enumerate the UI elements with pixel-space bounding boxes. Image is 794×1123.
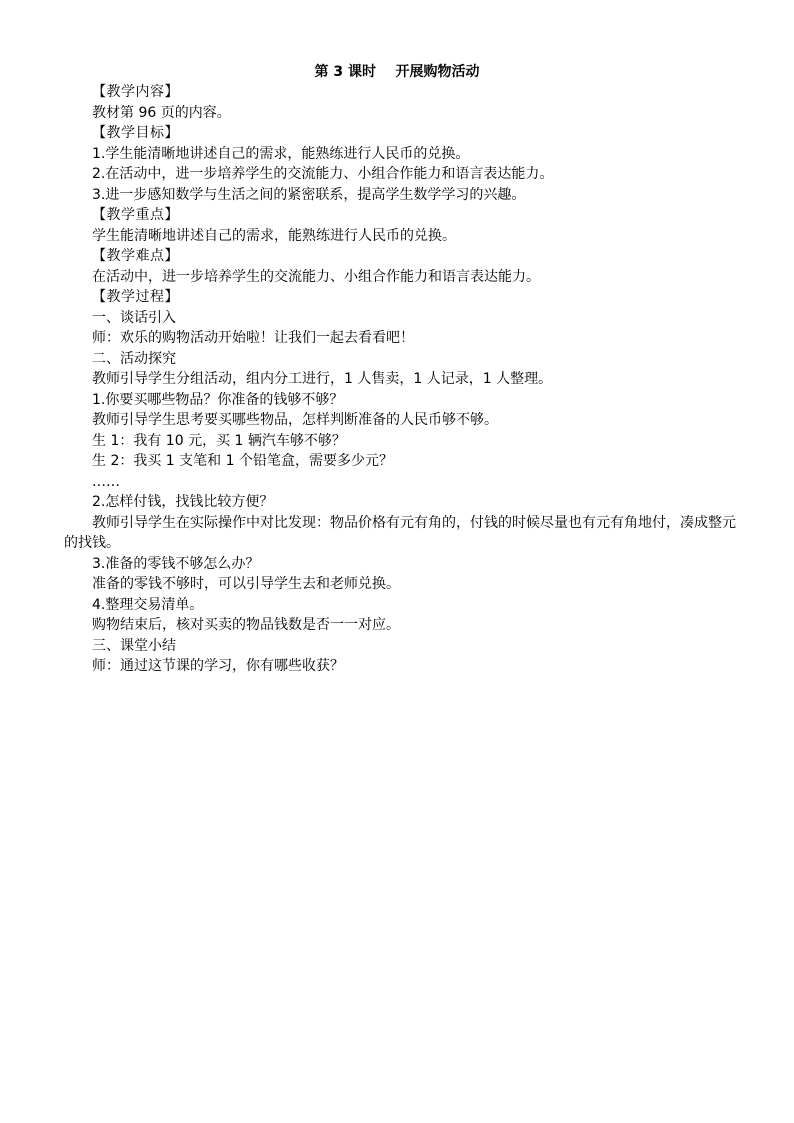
objective-item: 3.进一步感知数学与生活之间的紧密联系，提高学生数学学习的兴趣。 xyxy=(92,186,526,203)
paragraph: 教师引导学生思考要买哪些物品，怎样判断准备的人民币够不够。 xyxy=(92,412,498,428)
section-heading-process: 【教学过程】 xyxy=(92,289,179,305)
paragraph: 购物结束后，核对买卖的物品钱数是否一一对应。 xyxy=(92,617,400,633)
subheading: 二、活动探究 xyxy=(92,350,176,367)
document-body xyxy=(64,82,736,677)
objective-item: 2.在活动中，进一步培养学生的交流能力、小组合作能力和语言表达能力。 xyxy=(92,166,554,182)
subheading: 一、谈话引入 xyxy=(92,309,176,326)
paragraph: 教师引导学生在实际操作中对比发现：物品价格有元有角的，付钱的时候尽量也有元有角地付，凑成整元的找钱。 xyxy=(64,514,736,551)
question-item: 2.怎样付钱，找钱比较方便？ xyxy=(92,494,274,510)
section-heading-key-points: 【教学重点】 xyxy=(92,207,179,223)
paragraph: 师：通过这节课的学习，你有哪些收获？ xyxy=(92,658,344,674)
dialogue-line: 生 1：我有 10 元，买 1 辆汽车够不够？ xyxy=(92,432,346,449)
paragraph: 师：欢乐的购物活动开始啦！让我们一起去看看吧！ xyxy=(92,330,414,346)
paragraph: 在活动中，进一步培养学生的交流能力、小组合作能力和语言表达能力。 xyxy=(92,268,540,285)
question-item: 1.你要买哪些物品？你准备的钱够不够？ xyxy=(92,391,344,408)
ellipsis: …… xyxy=(92,473,120,490)
paragraph: 学生能清晰地讲述自己的需求，能熟练进行人民币的兑换。 xyxy=(92,227,456,244)
section-heading-content: 【教学内容】 xyxy=(92,84,179,100)
objective-item: 1.学生能清晰地讲述自己的需求，能熟练进行人民币的兑换。 xyxy=(92,145,470,162)
subheading: 三、课堂小结 xyxy=(92,637,176,654)
paragraph: 准备的零钱不够时，可以引导学生去和老师兑换。 xyxy=(92,576,400,592)
dialogue-line: 生 2：我买 1 支笔和 1 个铅笔盒，需要多少元？ xyxy=(92,453,393,469)
question-item: 4.整理交易清单。 xyxy=(92,596,204,613)
paragraph: 教材第 96 页的内容。 xyxy=(92,104,231,121)
question-item: 3.准备的零钱不够怎么办？ xyxy=(92,555,260,572)
section-heading-difficulties: 【教学难点】 xyxy=(92,248,179,264)
paragraph: 教师引导学生分组活动，组内分工进行，1 人售卖，1 人记录，1 人整理。 xyxy=(92,371,553,387)
page-title: 第 3 课时 开展购物活动 xyxy=(314,64,480,80)
section-heading-objectives: 【教学目标】 xyxy=(92,125,179,141)
